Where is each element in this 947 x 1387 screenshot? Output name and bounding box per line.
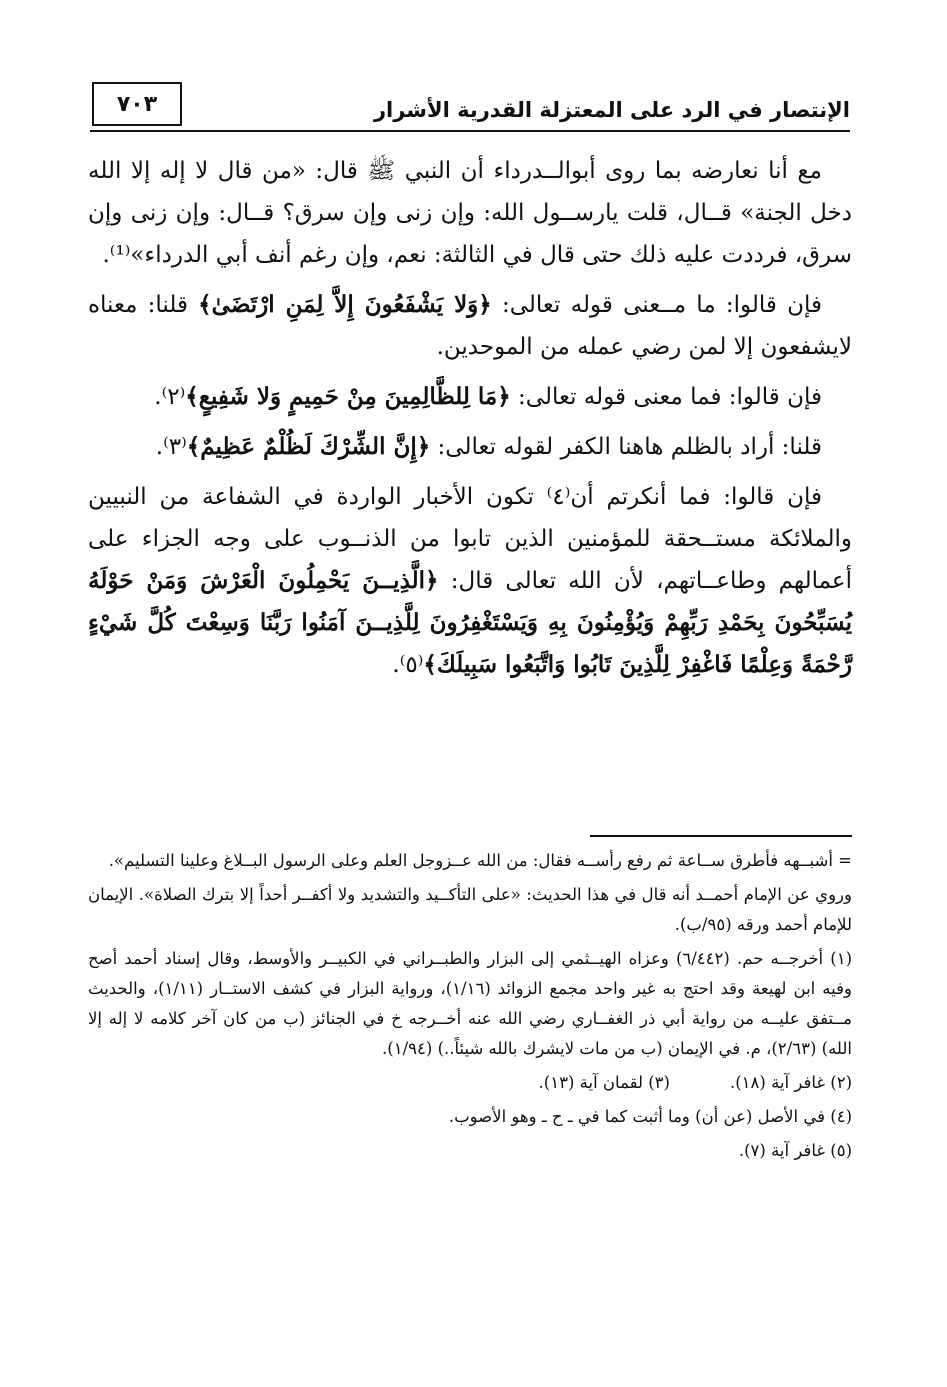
- paragraph-2: [88, 284, 852, 368]
- quran-verse-1: ﴿وَلا يَشْفَعُونَ إِلاَّ لِمَنِ ارْتَضَىٰ﴾: [198, 291, 492, 318]
- page-header: [90, 80, 850, 136]
- paragraph-5: [88, 476, 852, 686]
- paragraph-3: [88, 376, 852, 418]
- footnote-separator: [590, 835, 852, 837]
- footnote-2: (٢) غافر آية (١٨).: [729, 1073, 852, 1092]
- footnote-1: (١) أخرجــه حم. (٦/٤٤٢) وعزاه الهيــثمي إلى البزار والطبــراني في الكبيــر والأوسط، وقال إسناد أحمد أصح وفيه ابن لهيعة وقد احتج به غير واحد مجمع الزوائد (١/١٦)، ورواية البزار في كشف الاستــار (١/١١)، والحديث مــتفق عليــه من رواية أبي ذر الغفــاري رضي الله عنه أخــرجه خ في الجنائز (ب من كان آخر كلامه لا إله إلا الله) (٢/٦٣)، م. في الإيمان (ب من مات لايشرك بالله شيئاً..) (١/٩٤).: [88, 949, 853, 1058]
- quran-verse-2: ﴿مَا لِلظَّالِمِينَ مِنْ حَمِيمٍ وَلا شَفِيعٍ﴾: [185, 383, 511, 410]
- paragraph-2-text: فإن قالوا: ما مــعنى قوله تعالى:: [491, 292, 823, 318]
- paragraph-5-text-end: ⁽٥⁾.: [392, 652, 424, 678]
- paragraph-3-text: فإن قالوا: فما معنى قوله تعالى:: [510, 384, 822, 410]
- page-number-box: ٧٠٣: [92, 82, 182, 126]
- footnotes: [88, 846, 852, 1170]
- paragraph-3-text-end: ⁽٢⁾.: [154, 384, 186, 410]
- paragraph-1: مع أنا نعارضه بما روى أبوالــدرداء أن النبي ﷺ قال: «من قال لا إله إلا الله دخل الجنة» قــال، قلت يارســول الله: وإن زنى وإن سرق؟ قــال: وإن زنى وإن سرق، فرددت عليه ذلك حتى قال في الثالثة: نعم، وإن رغم أنف أبي الدرداء»⁽¹⁾.: [88, 158, 852, 268]
- paragraph-2-text-end: قلنا: معناه لايشفعون إلا لمن رضي عمله من الموحدين.: [88, 292, 852, 360]
- paragraph-4-text-end: ⁽٣⁾.: [155, 434, 187, 460]
- quran-verse-3: ﴿إِنَّ الشِّرْكَ لَظُلْمٌ عَظِيمٌ﴾: [186, 433, 431, 460]
- footnote-3: (٣) لقمان آية (١٣).: [538, 1073, 670, 1092]
- footnote-4: (٤) في الأصل (عن أن) وما أثبت كما في ـ ح ـ وهو الأصوب.: [448, 1107, 852, 1126]
- header-rule: [90, 130, 850, 132]
- footnote-row-2-3: [88, 1068, 852, 1102]
- paragraph-4-text: قلنا: أراد بالظلم هاهنا الكفر لقوله تعالى:: [430, 434, 822, 460]
- main-text: [88, 150, 852, 694]
- footnote-5: (٥) غافر آية (٧).: [738, 1141, 852, 1160]
- running-title: الإنتصار في الرد على المعتزلة القدرية الأشرار: [373, 98, 850, 122]
- footnote-note: وروي عن الإمام أحمــد أنه قال في هذا الحديث: «على التأكــيد والتشديد ولا أكفــر أحداً إلا بترك الصلاة». الإيمان للإمام أحمد ورقه (٩٥/ب).: [88, 885, 852, 934]
- paragraph-5-text: فإن قالوا: فما أنكرتم أن⁽٤⁾ تكون الأخبار الواردة في الشفاعة من النبيين والملائكة مستــحقة للمؤمنين الذين تابوا من الذنــوب على وجه الجزاء على أعمالهم وطاعــاتهم، لأن الله تعالى قال:: [88, 484, 852, 594]
- quran-verse-4: ﴿الَّذِيــنَ يَحْمِلُونَ الْعَرْشَ وَمَنْ حَوْلَهُ يُسَبِّحُونَ بِحَمْدِ رَبِّهِمْ وَيُؤْمِنُونَ بِهِ وَيَسْتَغْفِرُونَ لِلَّذِيــنَ آمَنُوا رَبَّنَا وَسِعْتَ كُلَّ شَيْءٍ رَّحْمَةً وَعِلْمًا فَاغْفِرْ لِلَّذِينَ تَابُوا وَاتَّبَعُوا سَبِيلَكَ﴾: [88, 567, 852, 678]
- paragraph-4: [88, 426, 852, 468]
- footnote-continued: = أشبــهه فأطرق ســاعة ثم رفع رأســه فقال: من الله عــزوجل العلم وعلى الرسول البــلاغ وعلينا التسليم».: [108, 851, 852, 870]
